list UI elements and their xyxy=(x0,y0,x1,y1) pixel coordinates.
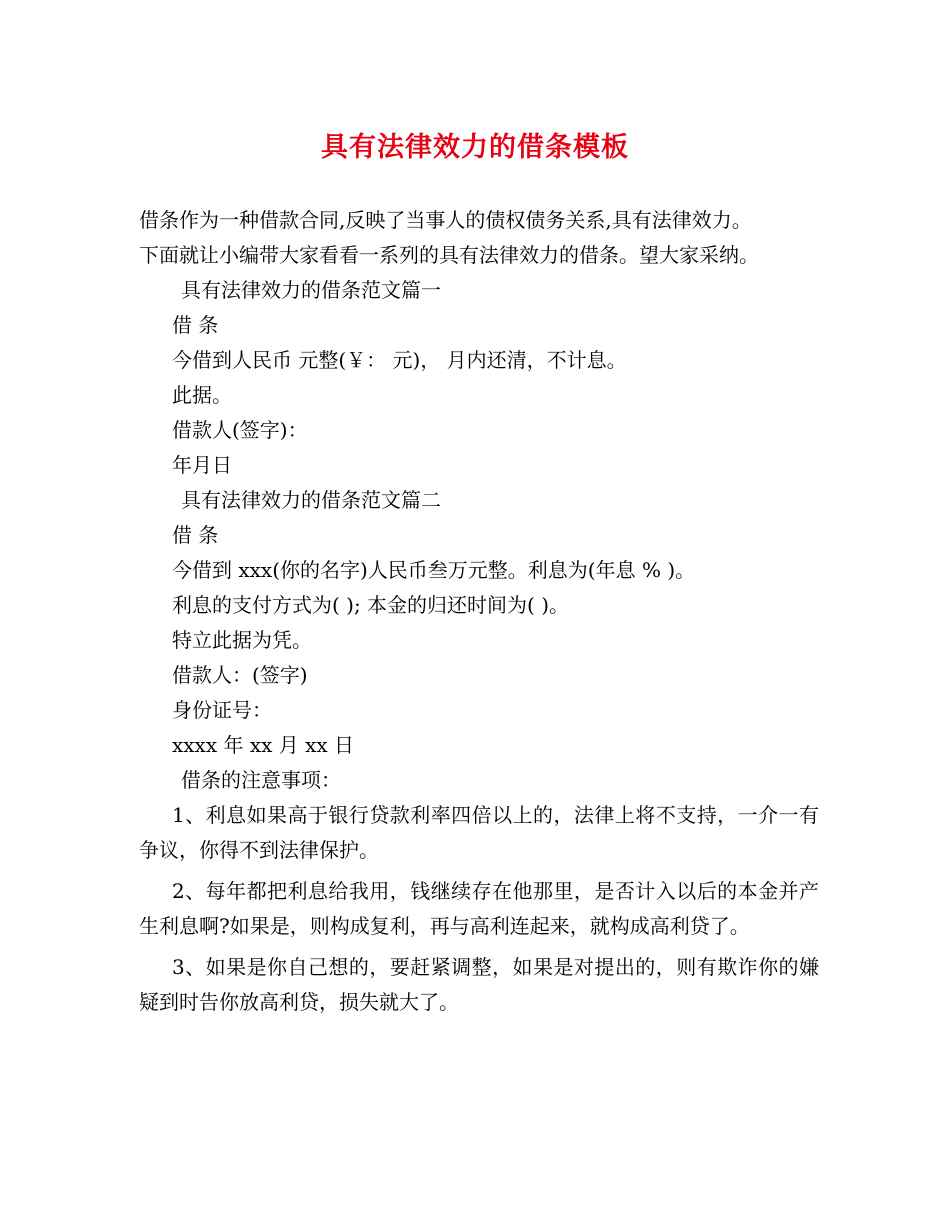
sample1-borrower: 借款人(签字)： xyxy=(172,418,308,442)
sample2-payment: 利息的支付方式为( ); 本金的归还时间为( )。 xyxy=(172,593,570,617)
sample1-label: 借 条 xyxy=(172,313,219,337)
sample2-body: 今借到 xxx(你的名字)人民币叁万元整。利息为(年息 % )。 xyxy=(172,558,696,582)
intro-line-1: 借条作为一种借款合同,反映了当事人的债权债务关系,具有法律效力。 xyxy=(139,208,752,232)
sample2-label: 借 条 xyxy=(172,523,219,547)
intro-line-2: 下面就让小编带大家看看一系列的具有法律效力的借条。望大家采纳。 xyxy=(139,243,759,267)
document-body xyxy=(139,203,819,1020)
sample2-borrower: 借款人：(签字) xyxy=(172,663,308,687)
sample2-note: 特立此据为凭。 xyxy=(172,628,312,652)
notes-item-1: 1、利息如果高于银行贷款利率四倍以上的，法律上将不支持，一介一有争议，你得不到法律保护。 xyxy=(139,803,819,862)
sample2-id: 身份证号： xyxy=(172,698,272,722)
sample2-date: xxxx 年 xx 月 xx 日 xyxy=(172,733,355,757)
notes-item-3: 3、如果是你自己想的，要赶紧调整，如果是对提出的，则有欺诈你的嫌疑到时告你放高利贷，损失就大了。 xyxy=(139,955,819,1014)
sample1-note: 此据。 xyxy=(172,383,232,407)
document-title: 具有法律效力的借条模板 xyxy=(321,132,629,163)
notes-item-2: 2、每年都把利息给我用，钱继续存在他那里，是否计入以后的本金并产生利息啊?如果是，则构成复利，再与高利连起来，就构成高利贷了。 xyxy=(139,879,819,938)
notes-heading: 借条的注意事项： xyxy=(181,768,341,792)
sample2-heading: 具有法律效力的借条范文篇二 xyxy=(181,488,441,512)
sample1-heading: 具有法律效力的借条范文篇一 xyxy=(181,278,441,302)
sample1-body: 今借到人民币 元整(￥： 元)， 月内还清，不计息。 xyxy=(172,348,627,372)
sample1-date: 年月日 xyxy=(172,453,232,477)
